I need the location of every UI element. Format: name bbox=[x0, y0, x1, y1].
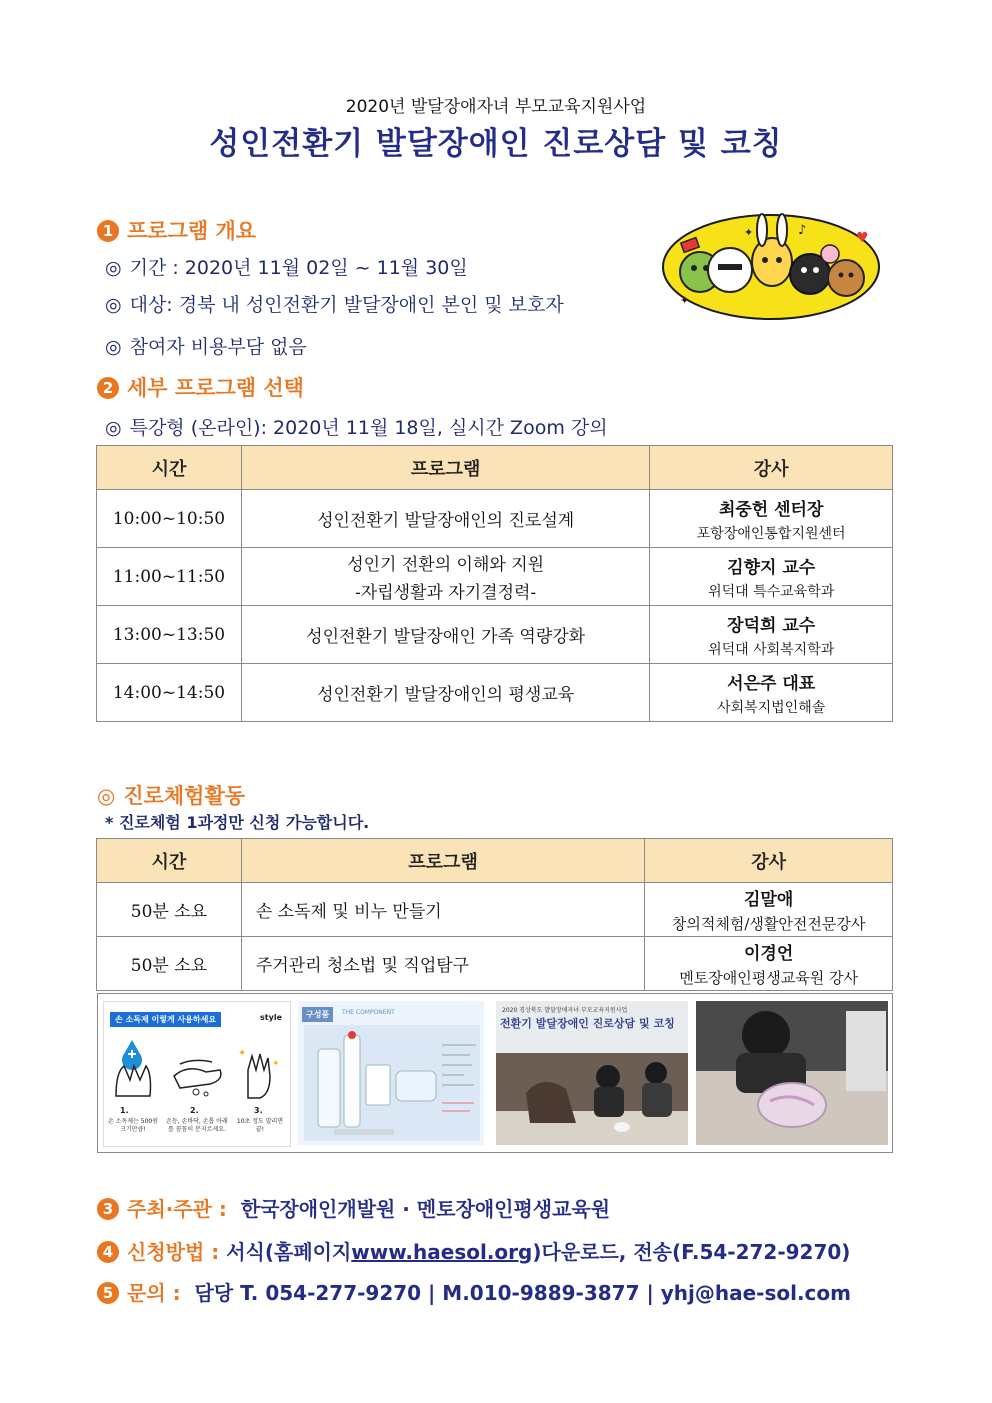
table-header-row bbox=[97, 446, 893, 490]
activity-icon bbox=[696, 1001, 888, 1145]
section2-heading: 2 세부 프로그램 선택 bbox=[97, 372, 304, 402]
svg-text:✦: ✦ bbox=[272, 1059, 280, 1069]
section-number-badge: 4 bbox=[97, 1241, 119, 1263]
lecture-line: ◎ 특강형 (온라인): 2020년 11월 18일, 실시간 Zoom 강의 bbox=[105, 417, 608, 439]
table-row: 13:00~13:50 성인전환기 발달장애인 가족 역량강화 장덕희 교수 위덕대 사회복지학과 bbox=[97, 606, 893, 664]
contact-line: 5 문의 : 담당 T. 054-277-9270 | M.010-9889-3877 | yhj@hae-sol.com bbox=[97, 1277, 851, 1306]
svg-text:♪: ♪ bbox=[798, 223, 807, 238]
experience-heading: ◎ 진로체험활동 bbox=[97, 784, 246, 808]
apply-line: 4 신청방법 : 서식(홈페이지www.haesol.org)다운로드, 전송(F.54-272-9270) bbox=[97, 1236, 850, 1265]
table-row: 50분 소요 주거관리 청소법 및 직업탐구 이경언 멘토장애인평생교육원 강사 bbox=[97, 937, 893, 991]
event-subtitle: 2020년 발달장애자녀 부모교육지원사업 bbox=[345, 97, 647, 117]
col-header-time: 시간 bbox=[97, 839, 242, 883]
kit-components-photo: 구성품 THE COMPONENT bbox=[298, 1001, 484, 1145]
svg-text:✦: ✦ bbox=[238, 1048, 247, 1059]
section-number-badge: 2 bbox=[97, 377, 119, 399]
page-title: 성인전환기 발달장애인 진로상담 및 코칭 bbox=[209, 126, 783, 162]
svg-text:✦: ✦ bbox=[680, 294, 690, 307]
sanitizer-infographic: 손 소독제 이렇게 사용하세요 style ✦ ✦ 1. 2. 3. 손 소독제는 500원 크기만큼! 손등, 손바닥, 손톱 아래를 꼼꼼히 문지르세요. 10초 정도 말리면 끝! bbox=[103, 1001, 291, 1147]
section-number-badge: 5 bbox=[97, 1282, 119, 1304]
section-number-badge: 3 bbox=[97, 1198, 119, 1220]
col-header-program: 프로그램 bbox=[241, 839, 644, 883]
hand-wash-icon bbox=[110, 1036, 284, 1100]
table-row: 11:00~11:50 성인기 전환의 이해와 지원 -자립생활과 자기결정력- 김향지 교수 위덕대 특수교육학과 bbox=[97, 548, 893, 606]
cost-line: ◎ 참여자 비용부담 없음 bbox=[105, 336, 307, 358]
table-row: 50분 소요 손 소독제 및 비누 만들기 김말애 창의적체험/생활안전전문강사 bbox=[97, 883, 893, 937]
table-row: 14:00~14:50 성인전환기 발달장애인의 평생교육 서은주 대표 사회복지법인해솔 bbox=[97, 664, 893, 722]
col-header-instructor: 강사 bbox=[645, 839, 893, 883]
host-line: 3 주최·주관 : 한국장애인개발원 · 멘토장애인평생교육원 bbox=[97, 1193, 610, 1222]
people-icon bbox=[496, 1053, 688, 1145]
section1-heading: 1 프로그램 개요 bbox=[97, 215, 256, 245]
col-header-program: 프로그램 bbox=[241, 446, 649, 490]
activity-photo bbox=[696, 1001, 888, 1145]
col-header-instructor: 강사 bbox=[650, 446, 893, 490]
target-line: ◎ 대상: 경북 내 성인전환기 발달장애인 본인 및 보호자 bbox=[105, 294, 564, 316]
homepage-link[interactable]: www.haesol.org bbox=[351, 1240, 533, 1264]
experience-note: * 진로체험 1과정만 신청 가능합니다. bbox=[105, 813, 370, 832]
svg-text:✦: ✦ bbox=[744, 226, 754, 239]
bottles-icon bbox=[304, 1025, 480, 1141]
table-header-row bbox=[97, 839, 893, 883]
svg-text:♥: ♥ bbox=[856, 230, 869, 246]
classroom-photo: 2020 경상북도 발달장애자녀 부모교육지원사업 전환기 발달장애인 진로상담 및 코칭 bbox=[496, 1001, 688, 1145]
col-header-time: 시간 bbox=[97, 446, 242, 490]
table-row: 10:00~10:50 성인전환기 발달장애인의 진로설계 최중헌 센터장 포항장애인통합지원센터 bbox=[97, 490, 893, 548]
lecture-table bbox=[96, 445, 893, 722]
character-illustration bbox=[660, 212, 882, 322]
period-line: ◎ 기간 : 2020년 11월 02일 ~ 11월 30일 bbox=[105, 257, 468, 279]
photo-strip bbox=[97, 993, 893, 1153]
section-number-badge: 1 bbox=[97, 220, 119, 242]
experience-table bbox=[96, 838, 893, 991]
